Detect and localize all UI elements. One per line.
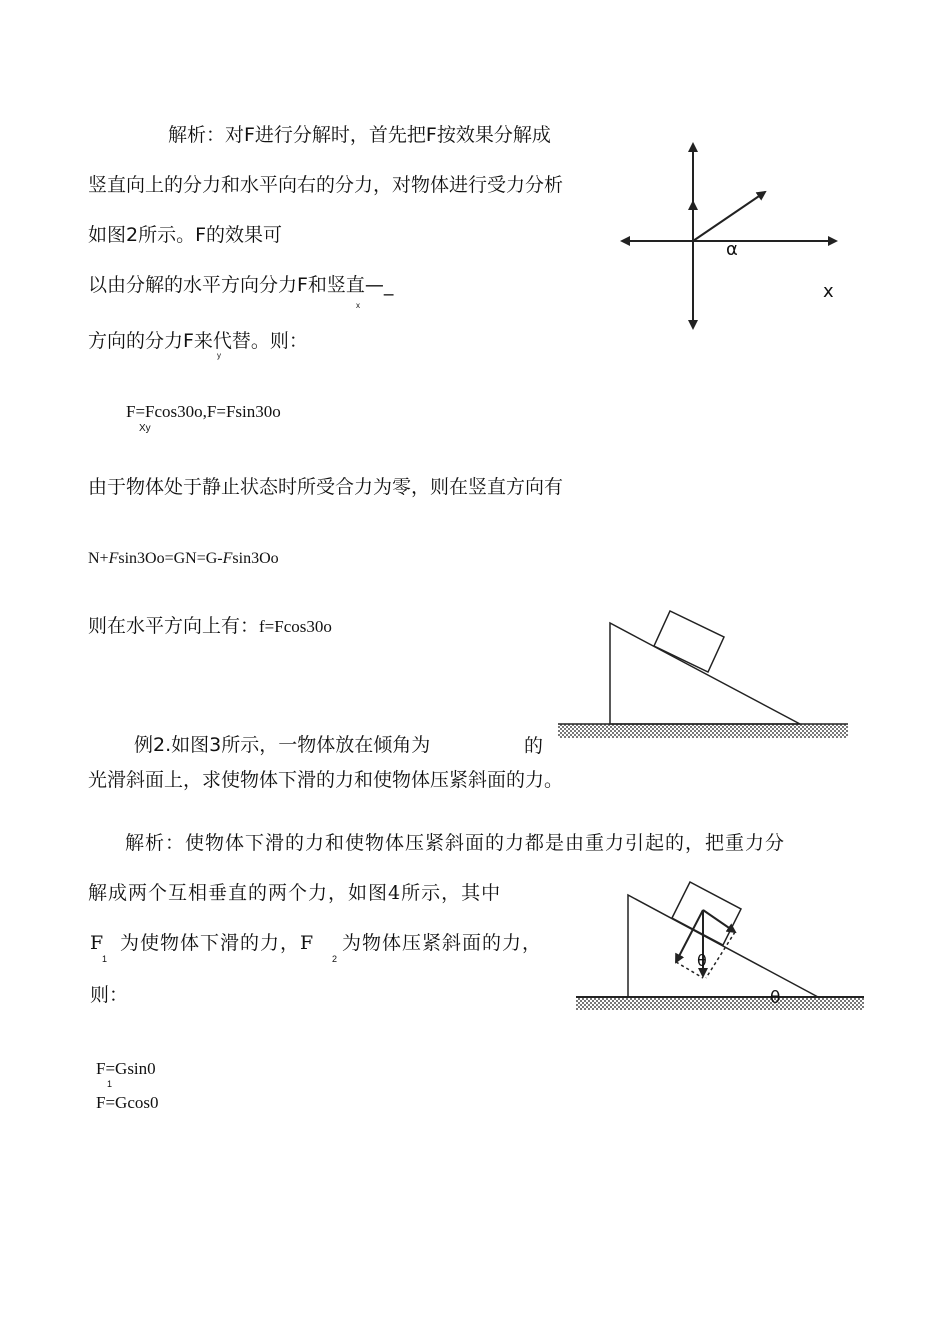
analysis-line-2: 竖直向上的分力和水平向右的分力，对物体进行受力分析 — [88, 174, 564, 196]
subscript-x: x — [356, 301, 360, 310]
formula-f2: F=Gcos0 — [96, 1093, 159, 1112]
analysis-line-4: 以由分解的水平方向分力F和竖直—_ — [88, 274, 394, 296]
formula-vertical-balance: N+Fsin3Oo=GN=G-Fsin3Oo — [88, 550, 279, 567]
analysis-line-1: 解析：对F进行分解时，首先把F按效果分解成 — [168, 124, 551, 146]
horizontal-line: 则在水平方向上有：f=Fcos30o — [88, 615, 332, 637]
formula-f1: F=Gsin0 — [96, 1059, 156, 1078]
analysis2-line-3-mid: 为使物体下滑的力，F — [120, 932, 315, 954]
example-2-line-1: 例2.如图3所示，一物体放在倾角为 — [134, 734, 431, 756]
analysis2-line-1: 解析：使物体下滑的力和使物体压紧斜面的力都是由重力引起的，把重力分 — [125, 832, 786, 854]
example-2-line-1-end: 的 — [524, 735, 544, 757]
ground-hatch-2 — [576, 997, 864, 1010]
subscript-y: y — [217, 351, 221, 360]
analysis2-line-4: 则： — [90, 984, 129, 1006]
formula-fx-fy: F=Fcos30o,F=Fsin30o — [126, 402, 281, 421]
alpha-label: α — [726, 239, 738, 260]
x-label: x — [823, 281, 834, 302]
analysis2-f1-sub: 1 — [102, 954, 108, 964]
analysis-line-6: 由于物体处于静止状态时所受合力为零，则在竖直方向有 — [88, 476, 564, 498]
analysis-line-3: 如图2所示。F的效果可 — [88, 224, 283, 246]
theta-inner-label: θ — [697, 951, 707, 970]
formula-f1-sub: 1 — [107, 1079, 113, 1089]
formula-subscripts-xy: Xy — [139, 423, 151, 434]
analysis2-f1: F — [90, 932, 104, 954]
analysis-line-5: 方向的分力F来代替。则： — [88, 330, 308, 352]
example-2-line-2: 光滑斜面上，求使物体下滑的力和使物体压紧斜面的力。 — [88, 769, 564, 791]
analysis2-line-2: 解成两个互相垂直的两个力，如图4所示，其中 — [88, 882, 502, 904]
theta-angle-label: θ — [770, 988, 781, 1008]
analysis2-line-3-end: 为物体压紧斜面的力， — [342, 932, 543, 954]
analysis2-f2-sub: 2 — [332, 954, 338, 964]
